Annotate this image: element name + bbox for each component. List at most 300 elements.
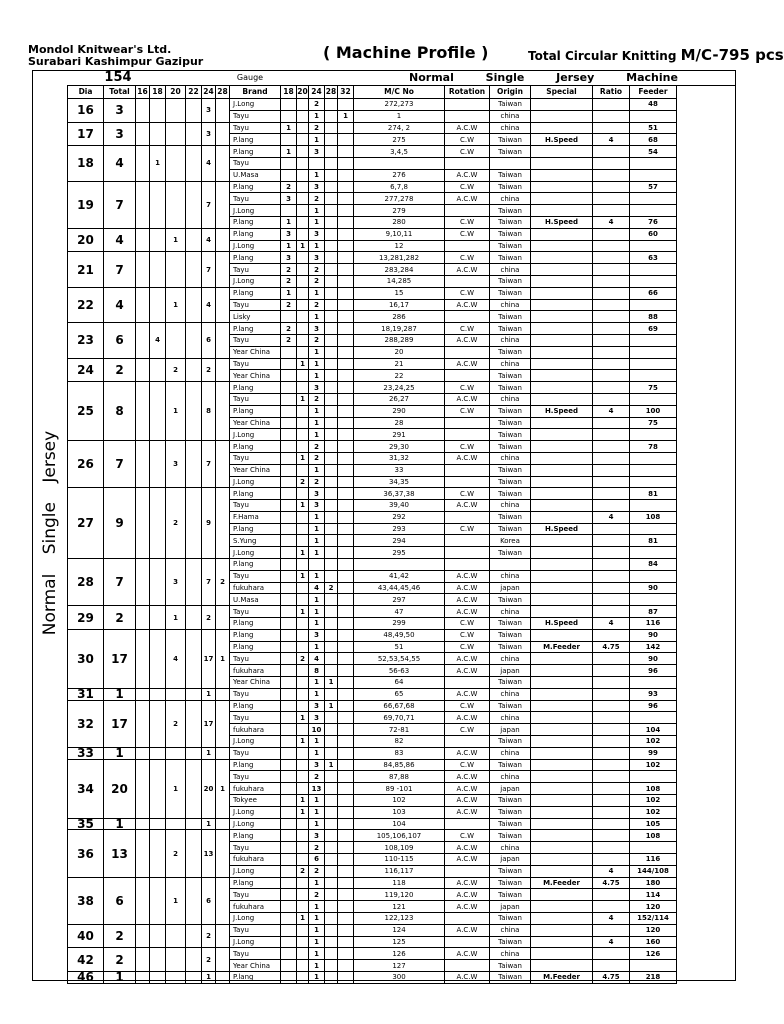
origin-cell: Taiwan [490, 865, 531, 877]
dia-cell: 19 [68, 181, 104, 228]
n32-cell [338, 865, 354, 877]
n28-cell [325, 936, 338, 948]
gauge-cell-g28 [216, 818, 230, 830]
origin-cell: china [490, 264, 531, 276]
brand-cell: Tayu [230, 193, 281, 205]
n18-cell [281, 441, 297, 453]
brand-cell: Tayu [230, 712, 281, 724]
gauge-cell-g24: 6 [202, 323, 216, 358]
n18-cell [281, 736, 297, 748]
table-row [68, 948, 677, 960]
special-cell [531, 629, 593, 641]
ratio-cell: 4 [593, 405, 630, 417]
machine-table [67, 85, 677, 984]
mc-no-cell: 299 [354, 618, 445, 630]
n24-cell: 3 [309, 700, 325, 712]
n28-cell: 2 [325, 582, 338, 594]
origin-cell: Taiwan [490, 795, 531, 807]
feeder-cell [630, 500, 677, 512]
n24-cell: 1 [309, 818, 325, 830]
special-cell: H.Speed [531, 405, 593, 417]
n18-cell: 1 [281, 216, 297, 228]
table-row [68, 228, 677, 240]
special-cell [531, 157, 593, 169]
gauge-cell-g22 [186, 382, 202, 441]
n20-cell [297, 264, 309, 276]
origin-cell: Taiwan [490, 889, 531, 901]
n28-cell [325, 334, 338, 346]
gauge-cell-g28 [216, 488, 230, 559]
origin-cell: china [490, 747, 531, 759]
ratio-cell [593, 830, 630, 842]
brand-cell: Tokyee [230, 795, 281, 807]
column-header-mc-no: M/C No [354, 86, 445, 99]
n24-cell: 10 [309, 724, 325, 736]
n24-cell: 1 [309, 960, 325, 972]
gauge-cell-g24: 2 [202, 606, 216, 630]
machine-type-title: Normal Single Jersey Machine [409, 71, 678, 84]
n24-cell: 1 [309, 795, 325, 807]
n18-cell [281, 889, 297, 901]
n32-cell [338, 452, 354, 464]
column-header-n28: 28 [325, 86, 338, 99]
mc-no-cell: 39,40 [354, 500, 445, 512]
n20-cell [297, 559, 309, 571]
gauge-cell-g28 [216, 606, 230, 630]
brand-cell: Year China [230, 417, 281, 429]
special-cell [531, 146, 593, 158]
n18-cell [281, 936, 297, 948]
gauge-cell-g16 [136, 99, 150, 123]
mc-no-cell: 297 [354, 594, 445, 606]
n18-cell [281, 511, 297, 523]
n28-cell [325, 889, 338, 901]
n24-cell: 2 [309, 334, 325, 346]
mc-no-cell: 118 [354, 877, 445, 889]
table-row [68, 759, 677, 771]
n24-cell: 3 [309, 228, 325, 240]
special-cell [531, 547, 593, 559]
mc-no-cell: 29,30 [354, 441, 445, 453]
table-row [68, 358, 677, 370]
gauge-cell-g20 [166, 688, 186, 700]
feeder-cell: 51 [630, 122, 677, 134]
gauge-cell-g20: 3 [166, 441, 186, 488]
n28-cell [325, 216, 338, 228]
feeder-cell [630, 264, 677, 276]
n18-cell [281, 157, 297, 169]
table-row [68, 924, 677, 936]
mc-no-cell: 276 [354, 169, 445, 181]
n20-cell [297, 216, 309, 228]
brand-cell: Tayu [230, 570, 281, 582]
gauge-cell-g24: 1 [202, 688, 216, 700]
n24-cell: 1 [309, 618, 325, 630]
gauge-cell-g24: 2 [202, 948, 216, 972]
n28-cell [325, 228, 338, 240]
origin-cell: Taiwan [490, 134, 531, 146]
gauge-cell-g22 [186, 559, 202, 606]
feeder-cell: 218 [630, 971, 677, 983]
gauge-cell-g22 [186, 877, 202, 924]
mc-no-cell: 300 [354, 971, 445, 983]
gauge-cell-g20 [166, 122, 186, 146]
column-header-ratio: Ratio [593, 86, 630, 99]
brand-cell: Year China [230, 346, 281, 358]
n20-cell [297, 901, 309, 913]
gauge-cell-g16 [136, 287, 150, 322]
ratio-cell [593, 606, 630, 618]
gauge-cell-g24: 1 [202, 971, 216, 983]
n20-cell: 1 [297, 570, 309, 582]
gauge-cell-g16 [136, 228, 150, 252]
mc-no-cell: 9,10,11 [354, 228, 445, 240]
n18-cell [281, 759, 297, 771]
rotation-cell: A.C.W [445, 122, 490, 134]
n24-cell: 1 [309, 346, 325, 358]
n32-cell [338, 429, 354, 441]
origin-cell: china [490, 653, 531, 665]
n20-cell: 1 [297, 240, 309, 252]
special-cell [531, 582, 593, 594]
brand-cell: P.lang [230, 405, 281, 417]
special-cell [531, 452, 593, 464]
rotation-cell: A.C.W [445, 877, 490, 889]
origin-cell: japan [490, 582, 531, 594]
special-cell [531, 334, 593, 346]
brand-cell: J.Long [230, 936, 281, 948]
gauge-cell-g28 [216, 287, 230, 322]
n18-cell [281, 618, 297, 630]
n20-cell [297, 488, 309, 500]
gauge-cell-g24: 9 [202, 488, 216, 559]
column-header-total: Total [104, 86, 136, 99]
feeder-cell: 160 [630, 936, 677, 948]
brand-cell: P.lang [230, 134, 281, 146]
special-cell [531, 252, 593, 264]
n18-cell: 1 [281, 146, 297, 158]
n32-cell [338, 205, 354, 217]
gauge-cell-g24: 2 [202, 358, 216, 382]
special-cell [531, 830, 593, 842]
special-cell [531, 559, 593, 571]
special-cell [531, 323, 593, 335]
brand-cell: P.lang [230, 700, 281, 712]
n18-cell [281, 924, 297, 936]
table-row [68, 877, 677, 889]
n32-cell [338, 393, 354, 405]
rotation-cell: C.W [445, 830, 490, 842]
mc-no-cell: 14,285 [354, 275, 445, 287]
brand-cell: U.Masa [230, 594, 281, 606]
table-row [68, 688, 677, 700]
mc-no-cell: 286 [354, 311, 445, 323]
gauge-cell-g28: 1 [216, 759, 230, 818]
n18-cell [281, 205, 297, 217]
mc-no-cell: 119,120 [354, 889, 445, 901]
n18-cell [281, 559, 297, 571]
n32-cell [338, 889, 354, 901]
n32-cell [338, 146, 354, 158]
rotation-cell: C.W [445, 146, 490, 158]
n28-cell [325, 877, 338, 889]
n28-cell [325, 806, 338, 818]
n18-cell: 2 [281, 275, 297, 287]
rotation-cell: A.C.W [445, 452, 490, 464]
gauge-cell-g16 [136, 877, 150, 924]
n24-cell: 1 [309, 511, 325, 523]
gauge-cell-g18 [150, 228, 166, 252]
column-header-g16: 16 [136, 86, 150, 99]
n18-cell [281, 641, 297, 653]
ratio-cell [593, 783, 630, 795]
special-cell [531, 818, 593, 830]
ratio-cell [593, 535, 630, 547]
n28-cell [325, 653, 338, 665]
origin-cell: Taiwan [490, 971, 531, 983]
gauge-cell-g24: 7 [202, 181, 216, 228]
n24-cell: 1 [309, 464, 325, 476]
n20-cell [297, 665, 309, 677]
n32-cell [338, 783, 354, 795]
table-row [68, 441, 677, 453]
ratio-cell [593, 452, 630, 464]
origin-cell: china [490, 712, 531, 724]
gauge-cell-g24: 7 [202, 441, 216, 488]
gauge-cell-g18 [150, 488, 166, 559]
n24-cell: 1 [309, 523, 325, 535]
ratio-cell [593, 287, 630, 299]
feeder-cell: 81 [630, 535, 677, 547]
feeder-cell: 90 [630, 582, 677, 594]
n32-cell [338, 759, 354, 771]
n24-cell: 1 [309, 570, 325, 582]
gauge-cell-g22 [186, 747, 202, 759]
n32-cell [338, 417, 354, 429]
n28-cell [325, 393, 338, 405]
feeder-cell [630, 169, 677, 181]
mc-no-cell: 89 -101 [354, 783, 445, 795]
category-sidebar [33, 85, 68, 980]
mc-no-cell: 16,17 [354, 299, 445, 311]
n24-cell: 1 [309, 287, 325, 299]
gauge-cell-g24: 7 [202, 252, 216, 287]
origin-cell: china [490, 358, 531, 370]
ratio-cell [593, 948, 630, 960]
n24-cell: 3 [309, 382, 325, 394]
rotation-cell: A.C.W [445, 842, 490, 854]
mc-no-cell: 116,117 [354, 865, 445, 877]
rotation-cell: A.C.W [445, 901, 490, 913]
n20-cell [297, 441, 309, 453]
mc-no-cell: 20 [354, 346, 445, 358]
feeder-cell [630, 771, 677, 783]
gauge-cell-g18 [150, 441, 166, 488]
rotation-cell [445, 429, 490, 441]
n18-cell [281, 960, 297, 972]
rotation-cell: A.C.W [445, 783, 490, 795]
table-row [68, 99, 677, 111]
n24-cell: 1 [309, 205, 325, 217]
mc-no-cell: 110-115 [354, 854, 445, 866]
gauge-cell-g18 [150, 606, 166, 630]
n28-cell [325, 382, 338, 394]
origin-cell: Taiwan [490, 759, 531, 771]
gauge-cell-g16 [136, 971, 150, 983]
rotation-cell: A.C.W [445, 771, 490, 783]
n32-cell [338, 535, 354, 547]
gauge-cell-g28 [216, 700, 230, 747]
gauge-cell-g18 [150, 948, 166, 972]
feeder-cell [630, 393, 677, 405]
rotation-cell [445, 936, 490, 948]
n18-cell: 1 [281, 287, 297, 299]
n32-cell [338, 582, 354, 594]
brand-cell: J.Long [230, 275, 281, 287]
n20-cell [297, 323, 309, 335]
table-row [68, 323, 677, 335]
mc-no-cell: 43,44,45,46 [354, 582, 445, 594]
n18-cell: 3 [281, 193, 297, 205]
n32-cell [338, 736, 354, 748]
gauge-cell-g28 [216, 252, 230, 287]
special-cell [531, 842, 593, 854]
table-row [68, 629, 677, 641]
n28-cell [325, 417, 338, 429]
feeder-cell: 60 [630, 228, 677, 240]
rotation-cell: A.C.W [445, 712, 490, 724]
gauge-cell-g28 [216, 948, 230, 972]
feeder-cell: 68 [630, 134, 677, 146]
gauge-cell-g22 [186, 830, 202, 877]
ratio-cell [593, 960, 630, 972]
feeder-cell: 126 [630, 948, 677, 960]
mc-no-cell: 64 [354, 677, 445, 689]
feeder-cell: 120 [630, 924, 677, 936]
special-cell [531, 901, 593, 913]
feeder-cell [630, 842, 677, 854]
special-cell: M.Feeder [531, 971, 593, 983]
total-cell: 1 [104, 971, 136, 983]
feeder-cell [630, 299, 677, 311]
special-cell [531, 570, 593, 582]
n28-cell [325, 842, 338, 854]
table-row [68, 830, 677, 842]
brand-cell: Tayu [230, 358, 281, 370]
n18-cell [281, 594, 297, 606]
brand-cell: S.Yung [230, 535, 281, 547]
mc-no-cell: 69,70,71 [354, 712, 445, 724]
gauge-group-title: Gauge [236, 73, 264, 82]
feeder-cell: 96 [630, 665, 677, 677]
gauge-cell-g16 [136, 747, 150, 759]
gauge-cell-g28 [216, 382, 230, 441]
total-value: M/C-795 pcs [680, 46, 784, 64]
brand-cell: fukuhara [230, 582, 281, 594]
table-row [68, 181, 677, 193]
mc-no-cell: 52,53,54,55 [354, 653, 445, 665]
n20-cell [297, 842, 309, 854]
gauge-cell-g24: 20 [202, 759, 216, 818]
gauge-cell-g16 [136, 441, 150, 488]
gauge-cell-g18 [150, 629, 166, 688]
mc-no-cell: 72-81 [354, 724, 445, 736]
mc-no-cell: 66,67,68 [354, 700, 445, 712]
table-row [68, 971, 677, 983]
special-cell [531, 299, 593, 311]
gauge-cell-g20 [166, 99, 186, 123]
n32-cell [338, 747, 354, 759]
gauge-cell-g18 [150, 99, 166, 123]
feeder-cell [630, 193, 677, 205]
n18-cell [281, 405, 297, 417]
gauge-cell-g16 [136, 948, 150, 972]
n20-cell [297, 594, 309, 606]
dia-cell: 33 [68, 747, 104, 759]
n32-cell [338, 771, 354, 783]
n18-cell: 1 [281, 122, 297, 134]
mc-no-cell: 280 [354, 216, 445, 228]
brand-cell: P.lang [230, 382, 281, 394]
rotation-cell: A.C.W [445, 264, 490, 276]
total-cell: 3 [104, 99, 136, 123]
dia-cell: 40 [68, 924, 104, 948]
ratio-cell [593, 594, 630, 606]
brand-cell: Year China [230, 464, 281, 476]
feeder-cell: 116 [630, 618, 677, 630]
origin-cell: Taiwan [490, 441, 531, 453]
n20-cell [297, 889, 309, 901]
gauge-cell-g16 [136, 700, 150, 747]
column-header-g22: 22 [186, 86, 202, 99]
dia-cell: 31 [68, 688, 104, 700]
brand-cell: Tayu [230, 747, 281, 759]
ratio-cell [593, 476, 630, 488]
column-header-feeder: Feeder [630, 86, 677, 99]
n28-cell [325, 358, 338, 370]
special-cell [531, 936, 593, 948]
origin-cell: Taiwan [490, 275, 531, 287]
gauge-cell-g28 [216, 323, 230, 358]
brand-cell: Lisky [230, 311, 281, 323]
brand-cell: P.lang [230, 228, 281, 240]
dia-cell: 24 [68, 358, 104, 382]
n18-cell [281, 429, 297, 441]
ratio-cell [593, 700, 630, 712]
n20-cell: 1 [297, 912, 309, 924]
total-cell: 1 [104, 688, 136, 700]
origin-cell: china [490, 606, 531, 618]
mc-no-cell: 6,7,8 [354, 181, 445, 193]
special-cell [531, 193, 593, 205]
total-machines [528, 46, 784, 64]
dia-cell: 21 [68, 252, 104, 287]
table-row [68, 252, 677, 264]
gauge-cell-g20 [166, 181, 186, 228]
n18-cell [281, 417, 297, 429]
rotation-cell: C.W [445, 287, 490, 299]
gauge-cell-g24: 4 [202, 146, 216, 181]
n28-cell [325, 960, 338, 972]
gauge-cell-g18 [150, 830, 166, 877]
ratio-cell [593, 653, 630, 665]
ratio-cell: 4 [593, 618, 630, 630]
feeder-cell: 102 [630, 806, 677, 818]
gauge-cell-g22 [186, 924, 202, 948]
special-cell [531, 429, 593, 441]
n24-cell: 1 [309, 358, 325, 370]
n20-cell [297, 641, 309, 653]
